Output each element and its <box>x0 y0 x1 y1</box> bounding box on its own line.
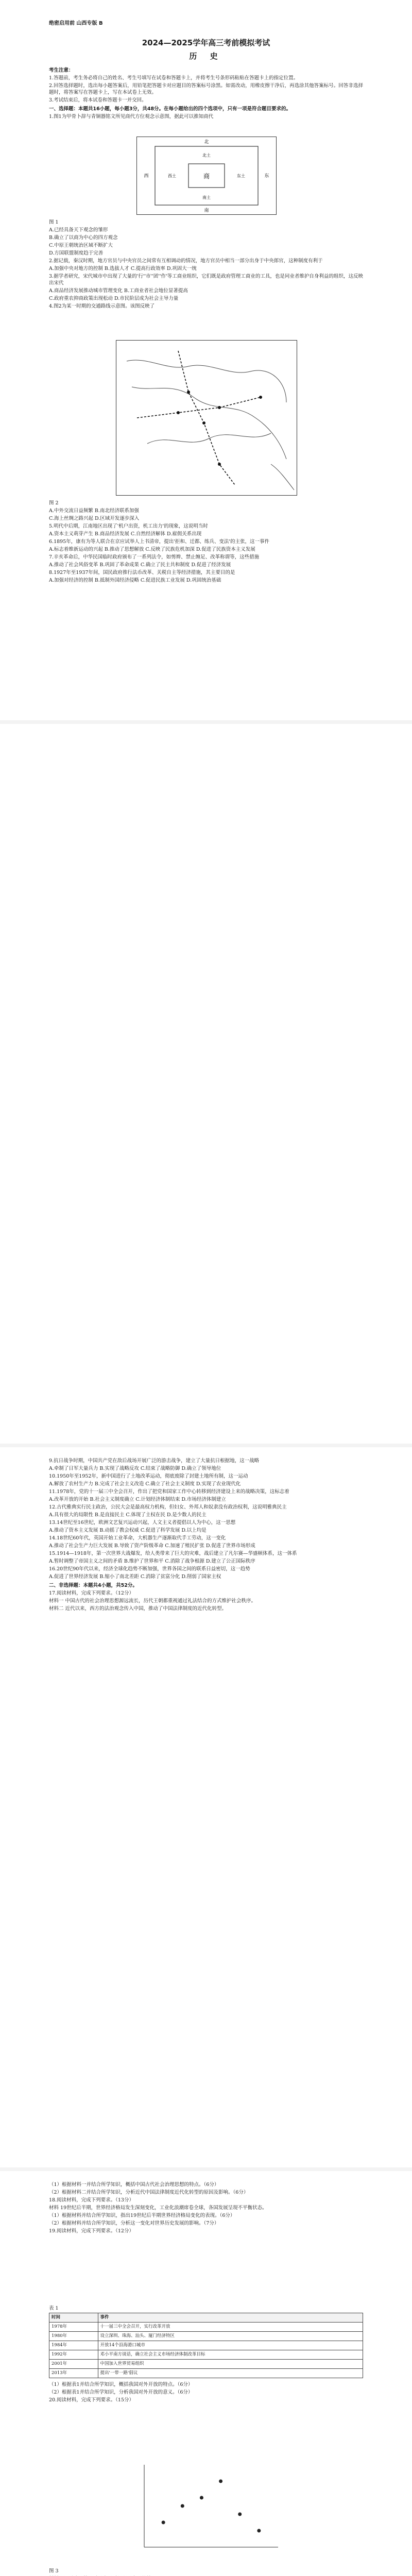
chart-point <box>200 2496 203 2500</box>
q5-options: A.资本主义萌芽产生 B.商品经济发展 C.自然经济解体 D.雇佣关系出现 <box>49 531 202 537</box>
q19-part-2: （2）根据表1并结合所学知识，分析我国对外开放的意义。（6分） <box>49 2389 193 2395</box>
page-3 <box>0 1447 412 2171</box>
figure-3-caption: 图 3 <box>49 2568 59 2574</box>
table-row <box>49 2332 363 2341</box>
figure-1-caption: 图 1 <box>49 219 59 225</box>
q18-part-1: （1）根据材料并结合所学知识，指出19世纪后半期世界经济格局变化的表现。（6分） <box>49 2213 235 2218</box>
page-4-text <box>49 2181 363 2235</box>
table-cell: 开放14个沿海港口城市 <box>98 2341 363 2350</box>
question-9: 9.抗日战争时期，中国共产党在敌后战场开展广泛的游击战争，建立了大量抗日根据地，这一战略 <box>49 1458 260 1464</box>
q2-options: A.加强中央对地方的控制 B.选拔人才 C.提高行政效率 D.巩固大一统 <box>49 266 197 272</box>
q18-material: 材料 19世纪后半期，世界经济格局发生深刻变化，工业化浪潮席卷全球，各国发展呈现不平衡状态。 <box>49 2205 267 2211</box>
question-7: 7.辛亥革命后，中华民国临时政府颁布了一系列法令，如剪辫、禁止缠足、改革称谓等，这些措施 <box>49 554 260 560</box>
section1-heading: 一、选择题：本题共16小题，每小题3分，共48分。在每小题给出的四个选项中，只有一项是符合题目要求的。 <box>49 106 291 112</box>
figure-3-chart <box>129 2460 283 2563</box>
q20-block <box>49 2568 363 2576</box>
table-cell: 提出'一带一路'倡议 <box>98 2369 363 2378</box>
table-cell: 1980年 <box>49 2332 98 2341</box>
chart-point <box>181 2504 184 2508</box>
q16-options: A.促进了世界经济发展 B.缩小了南北差距 C.消除了贫富分化 D.削弱了国家主权 <box>49 1574 221 1580</box>
question-15: 15.1914—1918年，第一次世界大战爆发，给人类带来了巨大的灾难，战后建立了凡尔赛—华盛顿体系，这一体系 <box>49 1551 297 1556</box>
q7-options: A.推动了社会风俗变革 B.巩固了革命成果 C.确立了民主共和制度 D.促进了经济发展 <box>49 562 231 568</box>
question-20: 20.阅读材料，完成下列要求。（15分） <box>49 2397 134 2403</box>
q17-part-1: （1）根据材料一并结合所学知识，概括中国古代社会治理思想的特点。（6分） <box>49 2182 219 2188</box>
page-4 <box>0 2171 412 2576</box>
q1-block <box>49 219 363 311</box>
q4-block <box>49 500 363 585</box>
table-cell: 2013年 <box>49 2369 98 2378</box>
page-2 <box>0 724 412 1447</box>
q17-part-2: （2）根据材料二并结合所学知识，分析近代中国法律制度近代化转型的原因及影响。（6分） <box>49 2190 249 2195</box>
table-row <box>49 2323 363 2332</box>
question-1: 1.图1为甲骨卜辞与青铜器铭文所见商代方位观念示意图，据此可以推知商代 <box>49 114 214 120</box>
table-row <box>49 2350 363 2360</box>
figure-1-diagram <box>136 137 277 215</box>
fig1-label-east: 东土 <box>237 174 245 178</box>
fig1-north: 北 <box>204 140 209 145</box>
instruction-item: 2.回答选择题时，选出每小题答案后，用铅笔把答题卡对应题目的答案标号涂黑。如需改动，用橡皮擦干净后，再选涂其他答案标号。回答非选择题时，将答案写在答题卡上，写在本试卷上无效。 <box>49 83 363 95</box>
table-1 <box>49 2313 363 2378</box>
q3-options: C.政府重农抑商政策出现松动 D.市民阶层成为社会主导力量 <box>49 296 179 301</box>
table-cell: 设立深圳、珠海、汕头、厦门经济特区 <box>98 2332 363 2341</box>
q8-options: A.加强对经济的控制 B.抵制外国经济侵略 C.促进民族工业发展 D.巩固统治基础 <box>49 578 221 583</box>
question-19: 19.阅读材料，完成下列要求。（12分） <box>49 2228 134 2234</box>
question-10: 10.1950年至1952年，新中国进行了土地改革运动，彻底废除了封建土地所有制，这一运动 <box>49 1473 248 1479</box>
chart-point <box>238 2513 242 2516</box>
question-16: 16.20世纪90年代以来，经济全球化趋势不断加强，世界各国之间的联系日益密切，这一趋势 <box>49 1566 250 1572</box>
table-1-block <box>49 2305 363 2404</box>
table-cell: 1984年 <box>49 2341 98 2350</box>
instructions-heading: 考生注意： <box>49 67 74 73</box>
table-1-caption: 表 1 <box>49 2306 59 2311</box>
q12-options: A.具有很大的局限性 B.是直接民主 C.体现了主权在民 D.是少数人的民主 <box>49 1512 207 1518</box>
q1-option: C.中原王朝统治区域不断扩大 <box>49 243 113 248</box>
chart-point <box>162 2521 165 2524</box>
fig1-south: 南 <box>204 208 209 213</box>
q15-options: A.暂时调整了帝国主义之间的矛盾 B.维护了世界和平 C.消除了战争根源 D.建立了公正国际秩序 <box>49 1558 255 1564</box>
chart-point <box>219 2480 222 2483</box>
figure-2-caption: 图 2 <box>49 500 59 506</box>
q14-options: A.推动了社会生产力巨大发展 B.导致了资产阶级革命 C.加速了殖民扩张 D.促进了世界市场形成 <box>49 1543 255 1549</box>
subject-title: 历 史 <box>189 52 223 61</box>
page-3-text <box>49 1458 363 1613</box>
q3-options: A.商品经济发展推动城市管理变化 B.工商业者社会地位显著提高 <box>49 288 188 294</box>
q1-option: D.方国联盟制度趋于完善 <box>49 250 104 256</box>
table-row <box>49 2341 363 2350</box>
q6-options: A.标志着维新运动的兴起 B.推动了思想解放 C.反映了民族危机加深 D.促进了民族资本主义发展 <box>49 547 255 552</box>
table-header: 事件 <box>98 2313 363 2323</box>
question-12: 12.古代雅典实行民主政治，公民大会是最高权力机构，但妇女、外邦人和奴隶没有政治权利，这说明雅典民主 <box>49 1504 287 1510</box>
question-6: 6.1895年，康有为等人联合在京应试举人上书清帝，提出'拒和、迁都、练兵、变法'的主张，这一事件 <box>49 539 269 545</box>
table-cell: 2001年 <box>49 2360 98 2369</box>
q10-options: A.解放了农村生产力 B.完成了社会主义改造 C.确立了社会主义制度 D.实现了农业现代化 <box>49 1481 241 1487</box>
fig1-west: 西 <box>144 174 149 179</box>
q1-option: A.已经具备天下观念的雏形 <box>49 227 108 233</box>
q13-options: A.推动了资本主义发展 B.动摇了教会权威 C.促进了科学发展 D.以上均是 <box>49 1528 207 1533</box>
q11-options: A.改革开放的开始 B.社会主义制度确立 C.计划经济体制结束 D.市场经济体制建立 <box>49 1497 226 1502</box>
question-14: 14.18世纪60年代，英国开始工业革命，大机器生产逐渐取代手工劳动，这一变化 <box>49 1535 226 1541</box>
question-8: 8.1927年至1937年间，国民政府推行法币改革、关税自主等经济措施，其主要目的是 <box>49 570 235 575</box>
question-18: 18.阅读材料，完成下列要求。（13分） <box>49 2197 134 2203</box>
fig1-label-north: 北土 <box>202 153 211 158</box>
question-4: 4.图2为某一时期的交通路线示意图。该图反映了 <box>49 303 155 309</box>
q1-option: B.确立了以商为中心的四方观念 <box>49 235 118 241</box>
instructions <box>49 67 363 121</box>
instruction-item: 1.答题前，考生务必将自己的姓名、考生号填写在试卷和答题卡上，并将考生号条形码粘贴在答题卡上的指定位置。 <box>49 75 299 81</box>
q19-part-1: （1）根据表1并结合所学知识，概括我国对外开放的特点。（6分） <box>49 2382 193 2387</box>
table-cell: 邓小平南方谈话，确立社会主义市场经济体制改革目标 <box>98 2350 363 2360</box>
exam-tag: 绝密启用前 山西专版 B <box>49 21 103 26</box>
question-13: 13.14世纪至16世纪，欧洲文艺复兴运动兴起，人文主义者提倡以人为中心，这一思想 <box>49 1520 236 1526</box>
fig1-label-west: 西土 <box>168 174 176 178</box>
table-cell: 1978年 <box>49 2323 98 2332</box>
table-header: 时间 <box>49 2313 98 2323</box>
question-3: 3.据学者研究，宋代城市中出现了大量的'行''市''团''作'等工商业组织，它们既是政府管理工商业的工具，也是同业者维护自身利益的组织，这反映出宋代 <box>49 274 363 286</box>
question-17: 17.阅读材料，完成下列要求。（12分） <box>49 1590 134 1596</box>
question-2: 2.据记载，秦汉时期，地方官员与中央官员之间常有互相调动的情况，地方官员中相当一部分出身于中央郎官，这种制度有利于 <box>49 258 323 264</box>
fig1-label-south: 南土 <box>202 195 211 200</box>
table-row <box>49 2369 363 2378</box>
q4-options: A.中外交流日益频繁 B.南北经济联系加强 <box>49 508 139 514</box>
table-cell: 1992年 <box>49 2350 98 2360</box>
q17-material-1: 材料一 中国古代的社会治理思想源远流长，历代王朝都重视通过礼法结合的方式维护社会秩序。 <box>49 1598 256 1604</box>
table-row <box>49 2360 363 2369</box>
q18-part-2: （2）根据材料并结合所学知识，分析这一变化对世界历史发展的影响。（7分） <box>49 2221 219 2226</box>
instruction-item: 3.考试结束后，将本试卷和答题卡一并交回。 <box>49 97 147 103</box>
question-11: 11.1978年，党的十一届三中全会召开，作出了把党和国家工作中心转移到经济建设上来的战略决策，这标志着 <box>49 1489 289 1495</box>
table-cell: 十一届三中全会召开，实行改革开放 <box>98 2323 363 2332</box>
exam-title: 2024—2025学年高三考前模拟考试 <box>142 38 270 47</box>
figure-2-map <box>116 340 297 496</box>
section2-heading: 二、非选择题：本题共4小题，共52分。 <box>49 1583 138 1588</box>
page-1 <box>0 0 412 724</box>
table-cell: 中国加入世界贸易组织 <box>98 2360 363 2369</box>
fig1-center: 商 <box>203 173 210 180</box>
q17-material-2: 材料二 近代以来，西方的法治观念传入中国，推动了中国法律制度的近代化转型。 <box>49 1606 227 1612</box>
fig1-east: 东 <box>264 174 269 179</box>
q4-options: C.海上丝绸之路兴起 D.区域开发逐步深入 <box>49 516 140 521</box>
q9-options: A.牵制了日军大量兵力 B.实现了战略反攻 C.结束了战略防御 D.确立了领导地位 <box>49 1466 221 1471</box>
chart-point <box>257 2529 261 2533</box>
question-5: 5.明代中后期，江南地区出现了'机户出资，机工出力'的现象，这说明当时 <box>49 523 208 529</box>
